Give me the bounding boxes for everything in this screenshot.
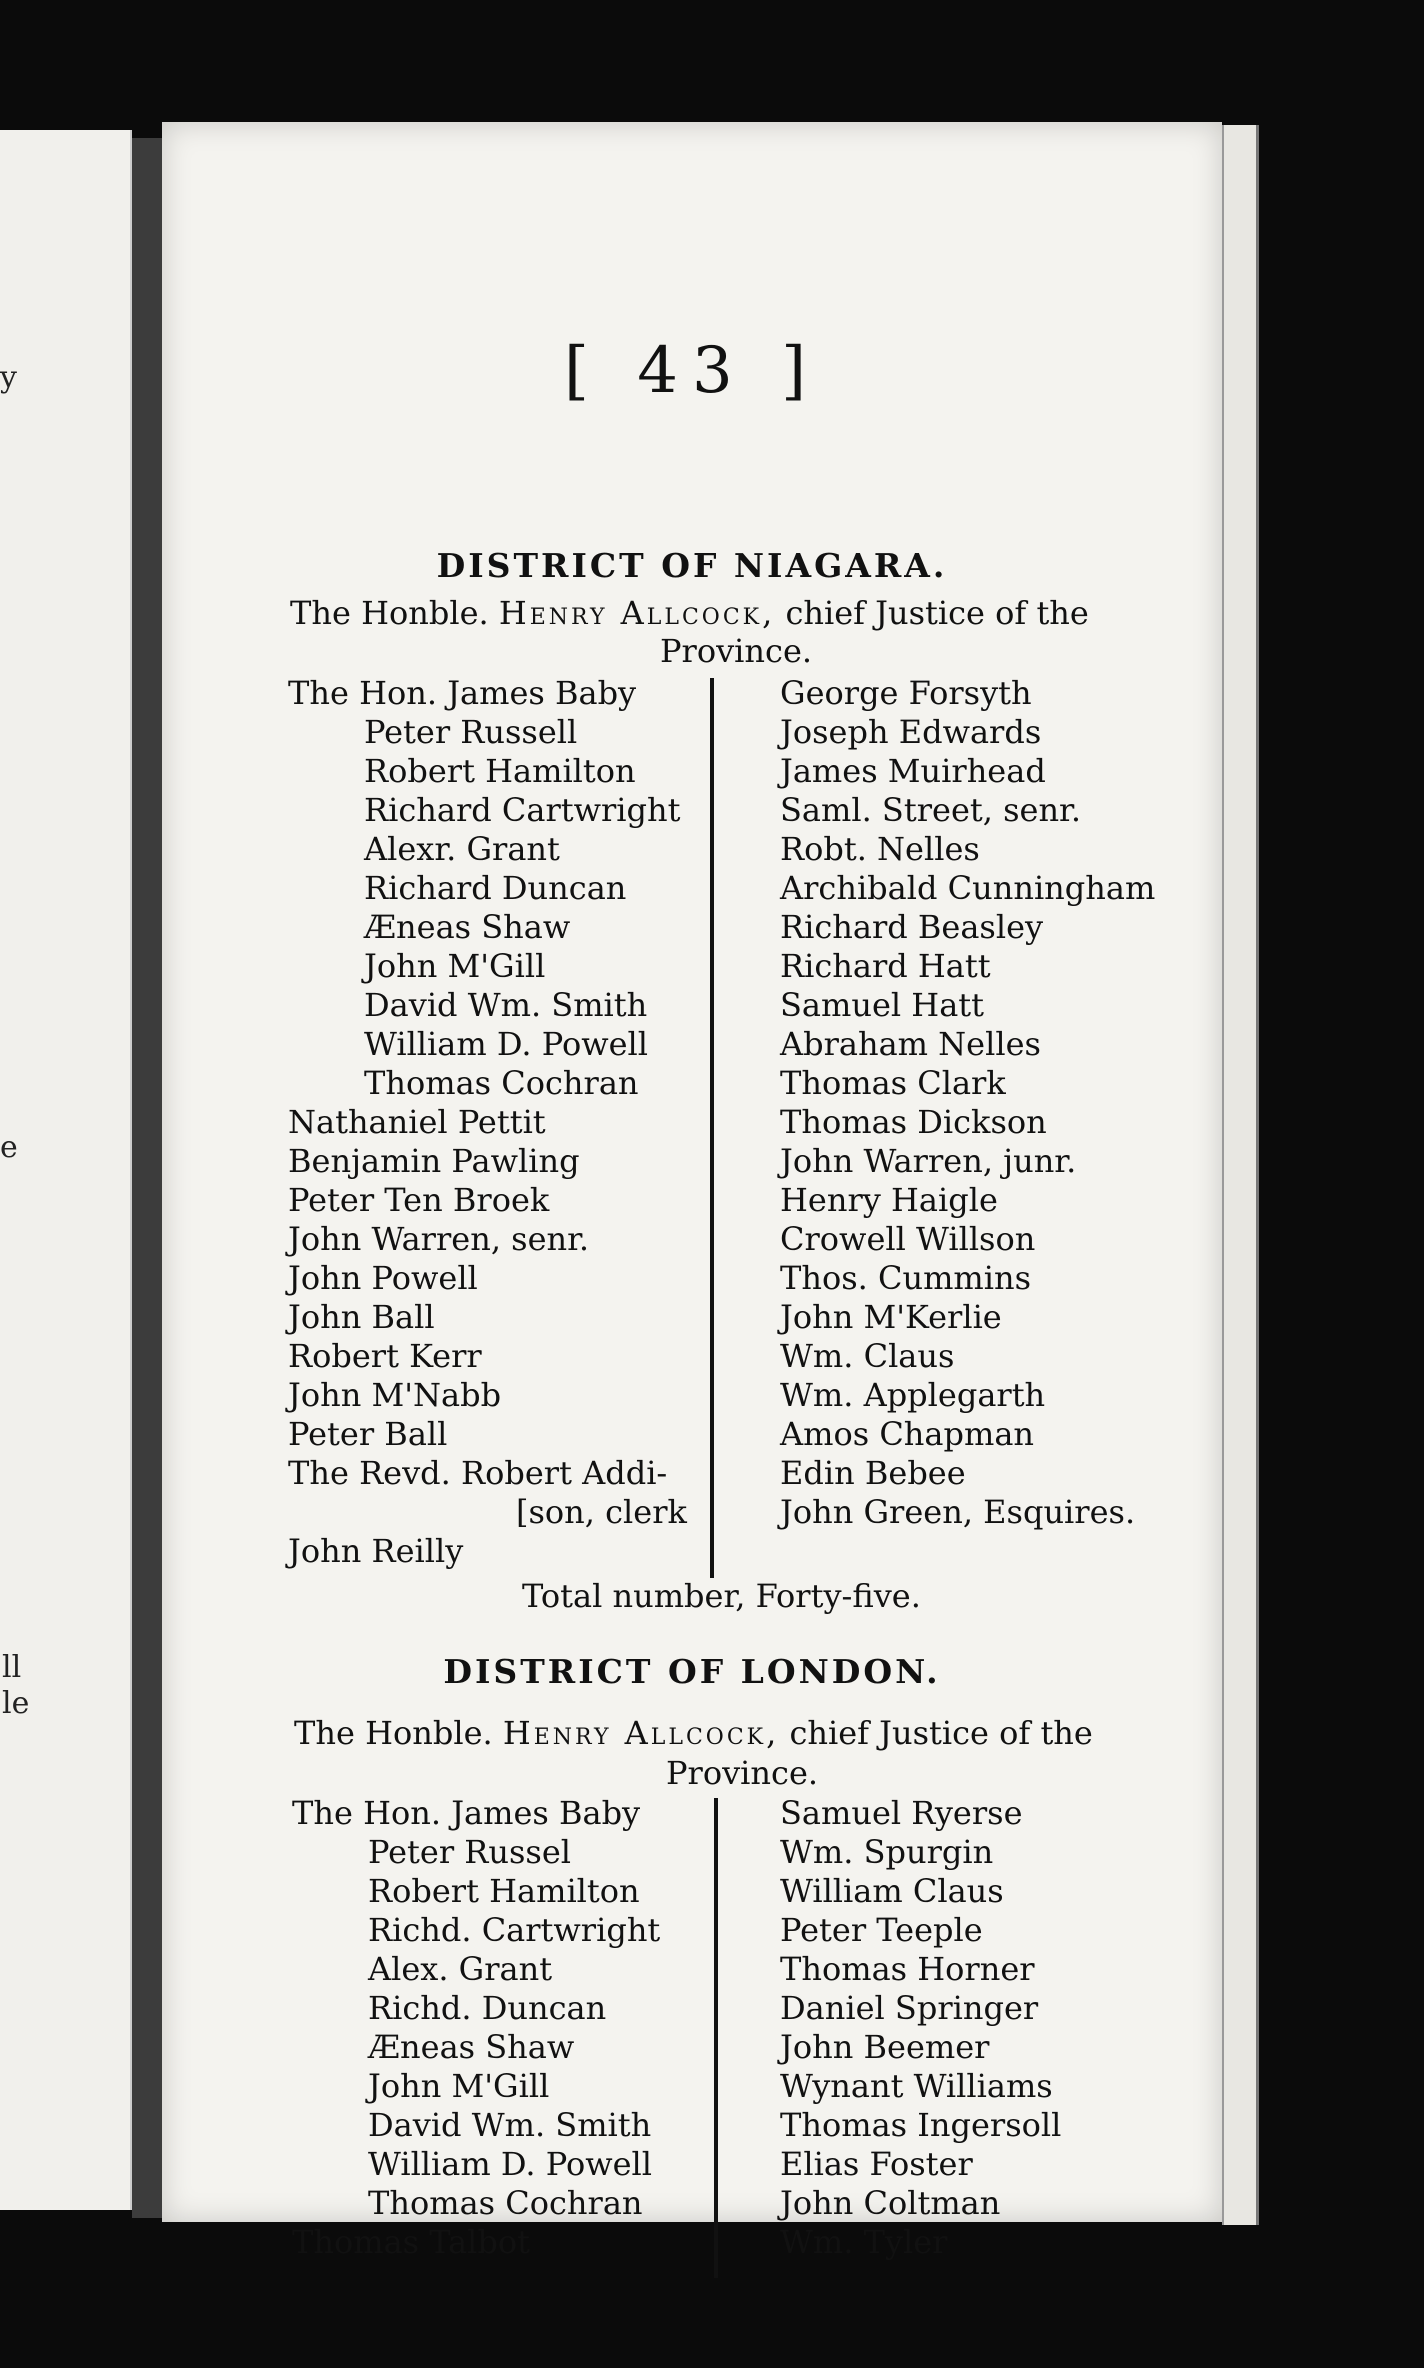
roster-name: Æneas Shaw [368, 2028, 575, 2066]
roster-name: Robert Hamilton [364, 752, 636, 790]
roster-name: John Ball [288, 1298, 435, 1336]
page-number: [ 43 ] [563, 334, 821, 408]
roster-name: Wynant Williams [780, 2067, 1053, 2105]
niagara-district-title: DISTRICT OF NIAGARA. [436, 546, 948, 585]
niagara-right-column [780, 674, 1155, 1532]
roster-name: John Green, Esquires. [780, 1493, 1136, 1531]
roster-name: Amos Chapman [780, 1415, 1034, 1453]
column-divider [710, 678, 714, 1578]
roster-name: Henry Haigle [780, 1181, 998, 1219]
roster-name: John Warren, senr. [288, 1220, 590, 1258]
roster-name: Peter Russell [364, 713, 578, 751]
niagara-total: Total number, Forty-five. [522, 1577, 921, 1615]
roster-name: George Forsyth [780, 674, 1032, 712]
roster-name: Thomas Ingersoll [780, 2106, 1062, 2144]
roster-name: William D. Powell [368, 2145, 653, 2183]
roster-name: Richard Cartwright [364, 791, 681, 829]
roster-name: Alexr. Grant [364, 830, 560, 868]
facing-page-fragment-text: le [2, 1686, 30, 1721]
roster-name: Thos. Cummins [780, 1259, 1032, 1297]
book-spine [132, 138, 162, 2218]
roster-name: Thomas Horner [780, 1950, 1035, 1988]
london-right-column [780, 1794, 1061, 2262]
roster-name: Daniel Springer [780, 1989, 1039, 2027]
roster-name: Samuel Hatt [780, 986, 984, 1024]
roster-name: John Warren, junr. [780, 1142, 1077, 1180]
niagara-left-column [288, 674, 687, 1571]
roster-name: John Powell [288, 1259, 478, 1297]
roster-name: Thomas Dickson [780, 1103, 1047, 1141]
roster-name: Wm. Spurgin [780, 1833, 994, 1871]
roster-name: Thomas Talbot [292, 2223, 531, 2261]
roster-name: Robert Kerr [288, 1337, 482, 1375]
roster-name: Richd. Duncan [368, 1989, 607, 2027]
roster-name: David Wm. Smith [364, 986, 648, 1024]
honble-prefix: The Honble. [290, 594, 489, 632]
book-page [162, 122, 1222, 2261]
roster-name: The Hon. James Baby [292, 1794, 641, 1832]
facing-page-fragment-text: ll [2, 1650, 22, 1685]
roster-name: John M'Nabb [288, 1376, 502, 1414]
roster-name: Richard Beasley [780, 908, 1044, 946]
roster-name: John M'Kerlie [780, 1298, 1002, 1336]
roster-name: Wm. Applegarth [780, 1376, 1046, 1414]
roster-name: Elias Foster [780, 2145, 973, 2183]
roster-name: Peter Ball [288, 1415, 448, 1453]
chief-justice-name: Henry Allcock, [502, 1714, 780, 1752]
london-province: Province. [666, 1754, 819, 1792]
roster-name: Richard Hatt [780, 947, 991, 985]
roster-name: Wm. Claus [780, 1337, 955, 1375]
roster-name: Nathaniel Pettit [288, 1103, 546, 1141]
roster-name: Robert Hamilton [368, 1872, 640, 1910]
london-district-title: DISTRICT OF LONDON. [443, 1652, 941, 1691]
roster-name: William D. Powell [364, 1025, 649, 1063]
roster-name: Samuel Ryerse [780, 1794, 1023, 1832]
roster-name: John Coltman [780, 2184, 1001, 2222]
roster-name: James Muirhead [780, 752, 1046, 790]
roster-name: William Claus [780, 1872, 1004, 1910]
facing-page-fragment-text: e [0, 1130, 18, 1165]
roster-name: [son, clerk [516, 1493, 687, 1531]
roster-name: Joseph Edwards [780, 713, 1042, 751]
roster-name: Alex. Grant [368, 1950, 553, 1988]
roster-name: Thomas Cochran [368, 2184, 643, 2222]
roster-name: Peter Ten Broek [288, 1181, 550, 1219]
roster-name: Wm. Tyler [780, 2223, 948, 2261]
roster-name: Richd. Cartwright [368, 1911, 661, 1949]
honble-prefix: The Honble. [294, 1714, 493, 1752]
roster-name: Crowell Willson [780, 1220, 1036, 1258]
niagara-chief-justice-line [290, 594, 1089, 632]
facing-page-fragment-text: y [0, 360, 17, 395]
roster-name: Benjamin Pawling [288, 1142, 580, 1180]
roster-name: The Revd. Robert Addi- [288, 1454, 668, 1492]
roster-name: Abraham Nelles [780, 1025, 1041, 1063]
roster-name: John M'Gill [364, 947, 546, 985]
roster-name: Peter Teeple [780, 1911, 983, 1949]
roster-name: Peter Russel [368, 1833, 572, 1871]
roster-name: Edin Bebee [780, 1454, 966, 1492]
roster-name: The Hon. James Baby [288, 674, 637, 712]
roster-name: Saml. Street, senr. [780, 791, 1081, 829]
roster-name: John Reilly [288, 1532, 464, 1570]
facing-page-fragment [0, 130, 132, 2210]
roster-name: David Wm. Smith [368, 2106, 652, 2144]
london-chief-justice-line [294, 1714, 1093, 1752]
roster-name: John M'Gill [368, 2067, 550, 2105]
roster-name: Thomas Clark [780, 1064, 1006, 1102]
honble-suffix: chief Justice of the [789, 1714, 1093, 1752]
roster-name: Æneas Shaw [364, 908, 571, 946]
roster-name: Archibald Cunningham [780, 869, 1156, 907]
page-edge [1222, 125, 1259, 2225]
roster-name: John Beemer [780, 2028, 990, 2066]
niagara-province: Province. [660, 632, 813, 670]
london-left-column [292, 1794, 660, 2262]
roster-name: Richard Duncan [364, 869, 627, 907]
column-divider [714, 1798, 718, 2278]
chief-justice-name: Henry Allcock, [498, 594, 776, 632]
roster-name: Thomas Cochran [364, 1064, 639, 1102]
roster-name: Robt. Nelles [780, 830, 980, 868]
honble-suffix: chief Justice of the [785, 594, 1089, 632]
